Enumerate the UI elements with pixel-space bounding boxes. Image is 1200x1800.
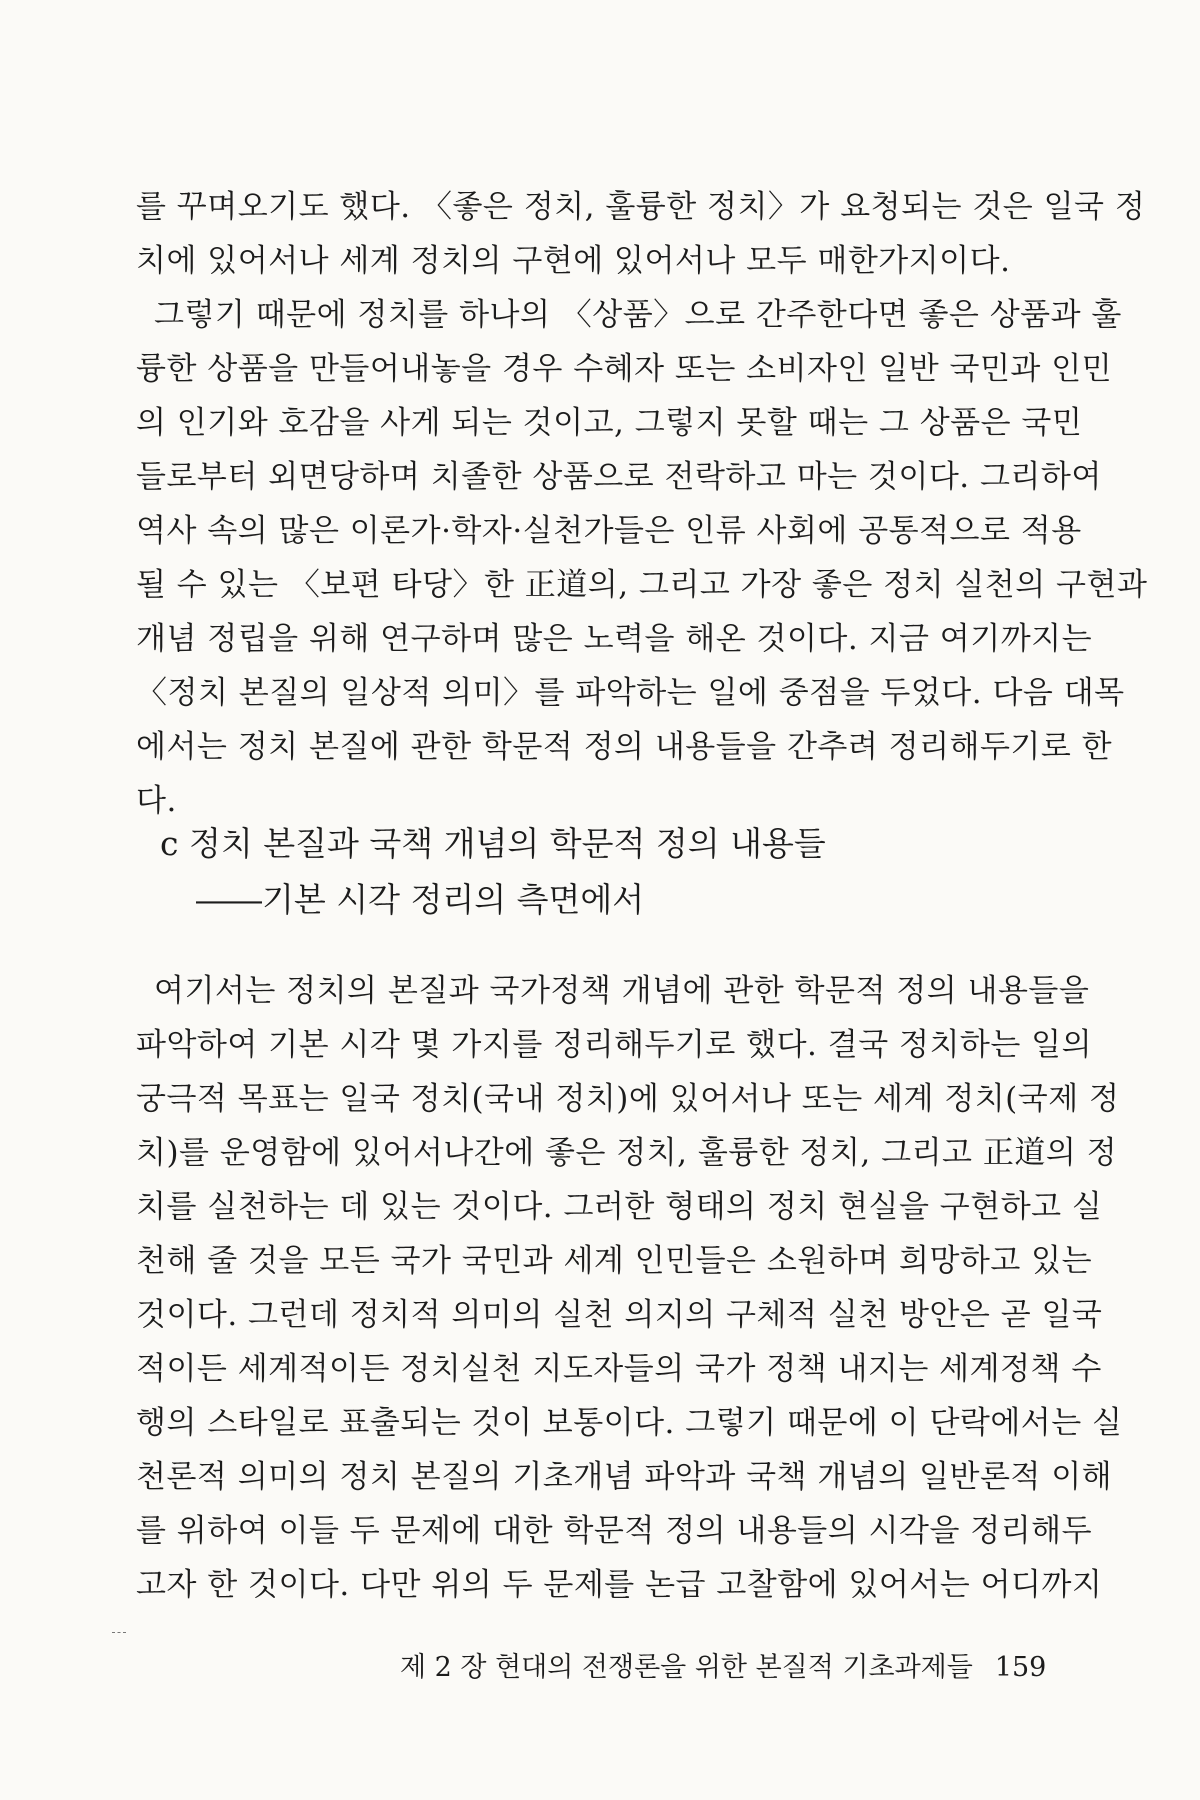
text-line: 에서는 정치 본질에 관한 학문적 정의 내용들을 간추려 정리해두기로 한 [136,729,1113,765]
text-line: 다. [136,783,177,819]
text-line: 천론적 의미의 정치 본질의 기초개념 파악과 국책 개념의 일반론적 이해 [136,1459,1113,1495]
running-title: 제 2 장 현대의 전쟁론을 위한 본질적 기초과제들 [400,1652,973,1683]
text-line: 치를 실천하는 데 있는 것이다. 그러한 형태의 정치 현실을 구현하고 실 [136,1189,1103,1225]
paragraph-1 [136,180,1146,288]
text-line: 치에 있어서나 세계 정치의 구현에 있어서나 모두 매한가지이다. [136,243,1011,279]
text-line: 의 인기와 호감을 사게 되는 것이고, 그렇지 못할 때는 그 상품은 국민 [136,405,1083,441]
text-line: 천해 줄 것을 모든 국가 국민과 세계 인민들은 소원하며 희망하고 있는 [136,1243,1093,1279]
section-subheading: ――기본 시각 정리의 측면에서 [196,880,645,919]
text-line: 적이든 세계적이든 정치실천 지도자들의 국가 정책 내지는 세계정책 수 [136,1351,1102,1387]
text-line: 파악하여 기본 시각 몇 가지를 정리해두기로 했다. 결국 정치하는 일의 [136,1027,1093,1063]
text-line: 들로부터 외면당하며 치졸한 상품으로 전락하고 마는 것이다. 그리하여 [136,459,1102,495]
text-line: 개념 정립을 위해 연구하며 많은 노력을 해온 것이다. 지금 여기까지는 [136,621,1093,657]
text-line: 여기서는 정치의 본질과 국가정책 개념에 관한 학문적 정의 내용들을 [154,973,1090,1009]
page-number: 159 [994,1652,1047,1683]
text-line: 역사 속의 많은 이론가·학자·실천가들은 인류 사회에 공통적으로 적용 [136,513,1082,549]
paragraph-3 [136,964,1123,1612]
page-footer [400,1648,1046,1688]
text-line: 것이다. 그런데 정치적 의미의 실천 의지의 구체적 실천 방안은 곧 일국 [136,1297,1103,1333]
paragraph-2 [136,288,1148,828]
text-line: 될 수 있는 〈보편 타당〉한 正道의, 그리고 가장 좋은 정치 실천의 구현과 [136,567,1148,603]
text-line: 궁극적 목표는 일국 정치(국내 정치)에 있어서나 또는 세계 정치(국제 정 [136,1081,1120,1117]
text-line: 그렇기 때문에 정치를 하나의 〈상품〉으로 간주한다면 좋은 상품과 훌 [154,297,1122,333]
text-line: 치)를 운영함에 있어서나간에 좋은 정치, 훌륭한 정치, 그리고 正道의 정 [136,1135,1118,1171]
text-line: 〈정치 본질의 일상적 의미〉를 파악하는 일에 중점을 두었다. 다음 대목 [136,675,1125,711]
text-line: 를 위하여 이들 두 문제에 대한 학문적 정의 내용들의 시각을 정리해두 [136,1513,1093,1549]
section-heading: c 정치 본질과 국책 개념의 학문적 정의 내용들 [160,824,826,863]
text-line: 고자 한 것이다. 다만 위의 두 문제를 논급 고찰함에 있어서는 어디까지 [136,1567,1103,1603]
text-line: 륭한 상품을 만들어내놓을 경우 수혜자 또는 소비자인 일반 국민과 인민 [136,351,1113,387]
text-line: 행의 스타일로 표출되는 것이 보통이다. 그렇기 때문에 이 단락에서는 실 [136,1405,1123,1441]
text-line: 를 꾸며오기도 했다. 〈좋은 정치, 훌륭한 정치〉가 요청되는 것은 일국 정 [136,189,1146,225]
margin-mark [112,1632,126,1633]
